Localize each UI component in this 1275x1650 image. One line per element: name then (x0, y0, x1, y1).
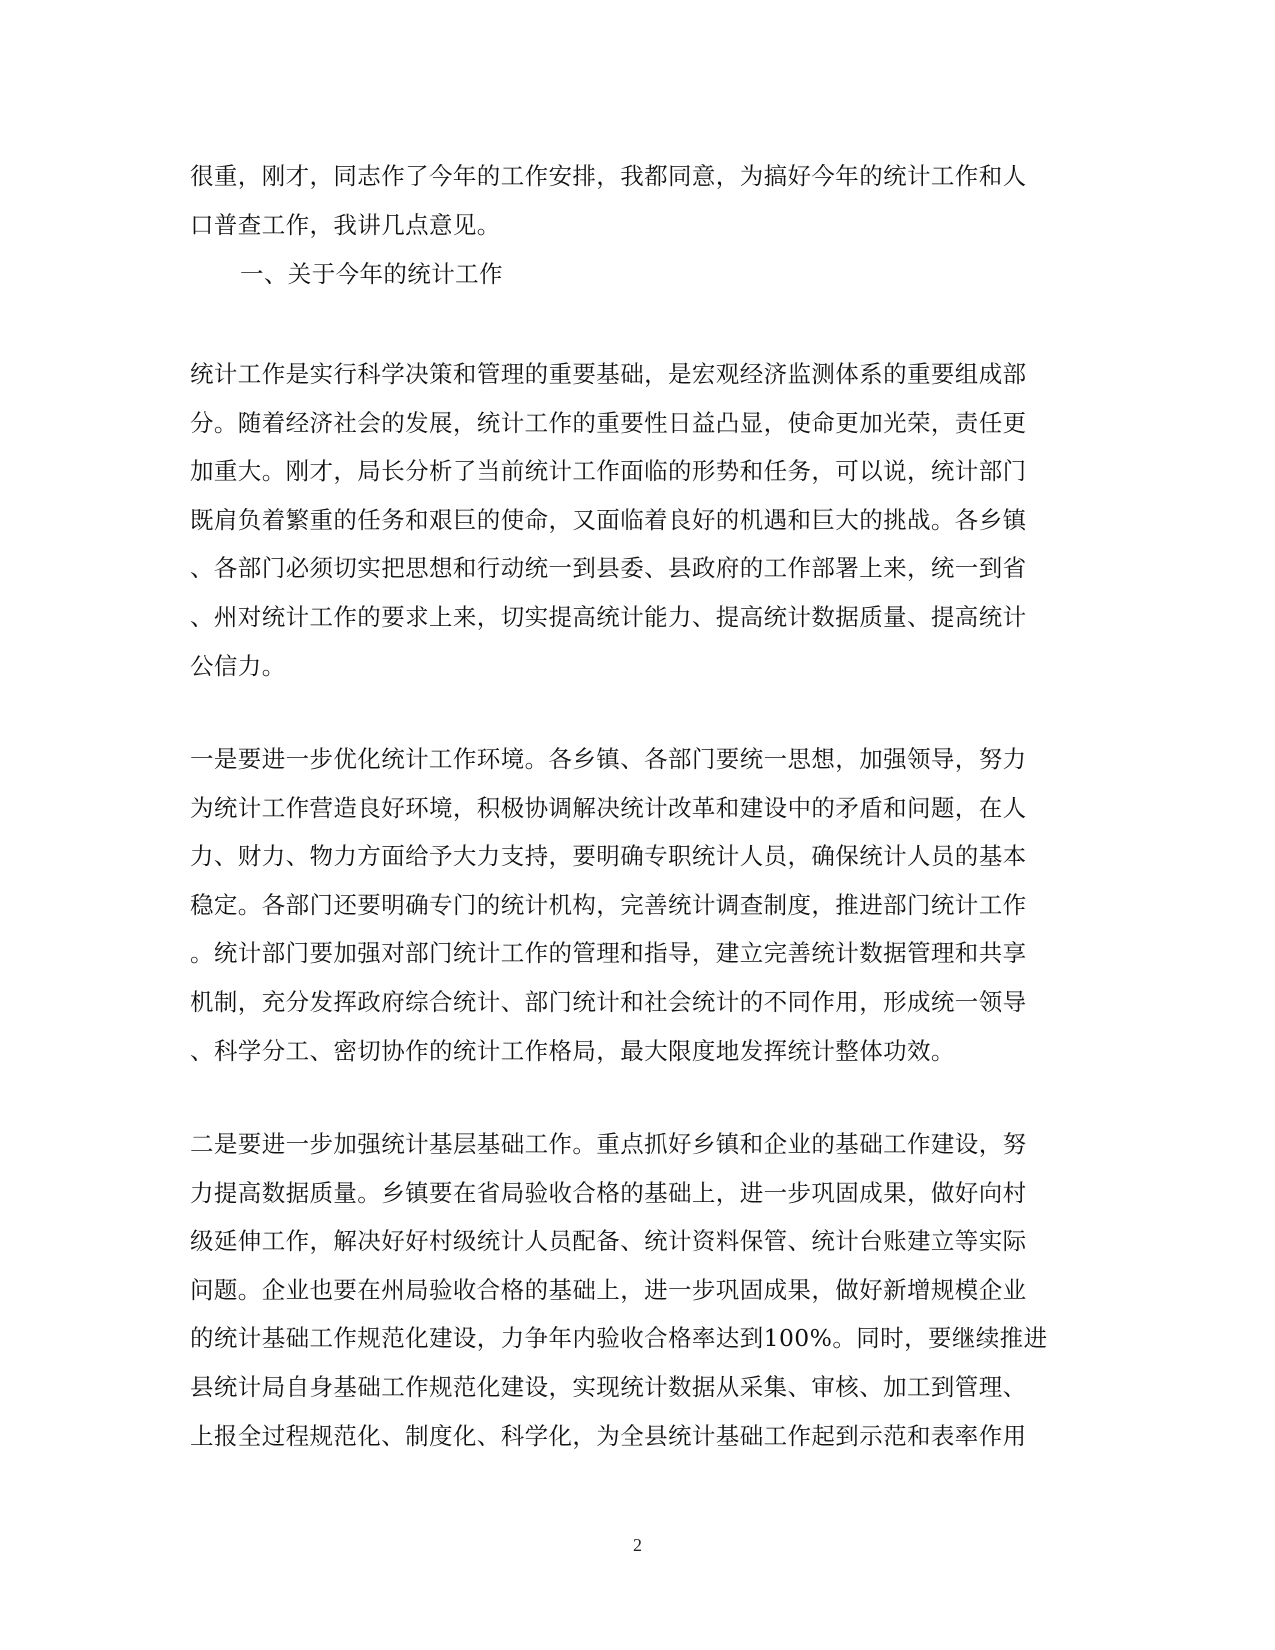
text-line: 上报全过程规范化、制度化、科学化，为全县统计基础工作起到示范和表率作用 (190, 1421, 1027, 1450)
text-line: 级延伸工作，解决好好村级统计人员配备、统计资料保管、统计台账建立等实际 (190, 1227, 1027, 1256)
text-line: 分。随着经济社会的发展，统计工作的重要性日益凸显，使命更加光荣，责任更 (190, 408, 1027, 437)
body-paragraph-2 (190, 735, 1062, 1075)
body-paragraph-1 (190, 350, 1062, 690)
heading-text: 一、关于今年的统计工作 (240, 260, 503, 288)
text-line: 统计工作是实行科学决策和管理的重要基础，是宏观经济监测体系的重要组成部 (190, 360, 1027, 388)
text-line: 公信力。 (190, 651, 286, 680)
body-paragraph-3 (190, 1120, 1062, 1460)
page-number: 2 (633, 1535, 642, 1555)
text-line: 的统计基础工作规范化建设，力争年内验收合格率达到100%。同时，要继续推进 (190, 1324, 1048, 1353)
text-line: 问题。企业也要在州局验收合格的基础上，进一步巩固成果，做好新增规模企业 (190, 1275, 1027, 1304)
text-line: 既肩负着繁重的任务和艰巨的使命，又面临着良好的机遇和巨大的挑战。各乡镇 (190, 505, 1027, 534)
text-line: 。统计部门要加强对部门统计工作的管理和指导，建立完善统计数据管理和共享 (190, 939, 1027, 968)
text-line: 、各部门必须切实把思想和行动统一到县委、县政府的工作部署上来，统一到省 (190, 554, 1027, 583)
text-line: 稳定。各部门还要明确专门的统计机构，完善统计调查制度，推进部门统计工作 (190, 890, 1027, 919)
text-line: 力提高数据质量。乡镇要在省局验收合格的基础上，进一步巩固成果，做好向村 (190, 1178, 1027, 1207)
text-line: 、州对统计工作的要求上来，切实提高统计能力、提高统计数据质量、提高统计 (190, 602, 1027, 631)
text-line: 机制，充分发挥政府综合统计、部门统计和社会统计的不同作用，形成统一领导 (190, 987, 1027, 1016)
text-line: 加重大。刚才，局长分析了当前统计工作面临的形势和任务，可以说，统计部门 (190, 457, 1027, 486)
text-line: 力、财力、物力方面给予大力支持，要明确专职统计人员，确保统计人员的基本 (190, 842, 1027, 871)
text-line: 二是要进一步加强统计基层基础工作。重点抓好乡镇和企业的基础工作建设，努 (190, 1130, 1027, 1158)
text-line: 口普查工作，我讲几点意见。 (190, 210, 501, 239)
section-heading (240, 250, 1112, 299)
text-line: 很重，刚才，同志作了今年的工作安排，我都同意，为搞好今年的统计工作和人 (190, 162, 1027, 190)
intro-paragraph (190, 152, 1062, 249)
text-line: 、科学分工、密切协作的统计工作格局，最大限度地发挥统计整体功效。 (190, 1036, 955, 1065)
text-line: 为统计工作营造良好环境，积极协调解决统计改革和建设中的矛盾和问题，在人 (190, 793, 1027, 822)
text-line: 一是要进一步优化统计工作环境。各乡镇、各部门要统一思想，加强领导，努力 (190, 745, 1027, 773)
text-line: 县统计局自身基础工作规范化建设，实现统计数据从采集、审核、加工到管理、 (190, 1372, 1027, 1401)
